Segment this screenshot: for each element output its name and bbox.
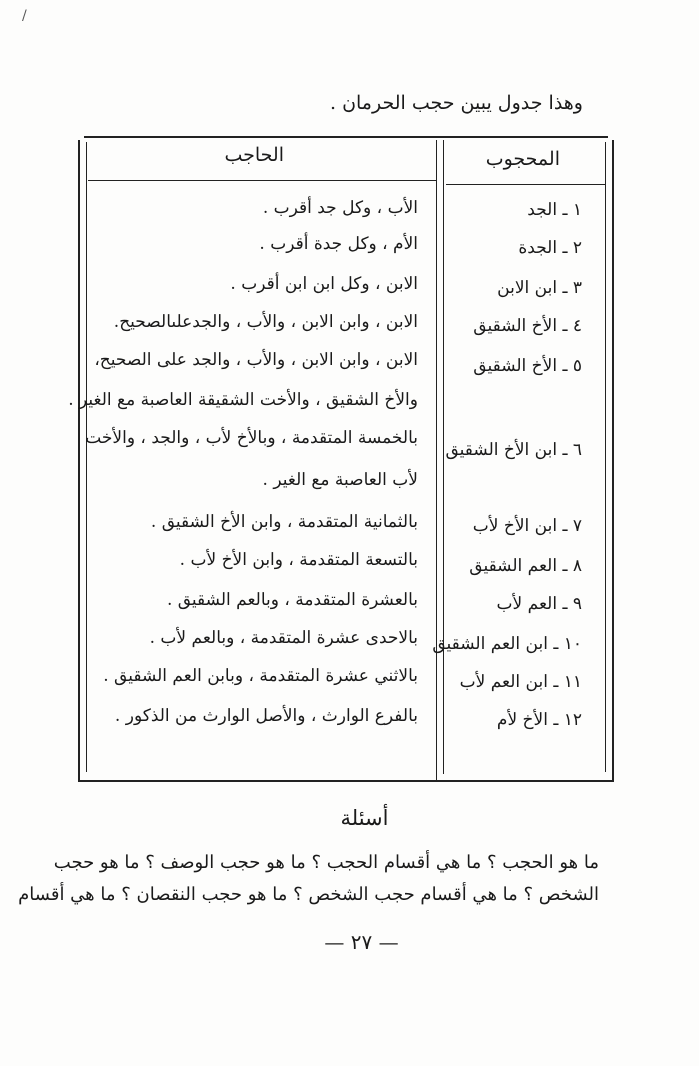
row-10-blocker: بالاحدى عشرة المتقدمة ، وبالعم لأب . xyxy=(149,628,418,648)
questions-line-1: ما هو الحجب ؟ ما هي أقسام الحجب ؟ ما هو حجب الوصف ؟ ما هو حجب xyxy=(53,852,599,873)
row-5-blocker-continued: والأخ الشقيق ، والأخت الشقيقة العاصبة مع الغير . xyxy=(68,390,418,410)
row-12-blocked: ١٢ ـ الأخ لأم xyxy=(496,710,582,730)
row-2-blocked: ٢ ـ الجدة xyxy=(518,238,582,258)
row-2-blocker: الأم ، وكل جدة أقرب . xyxy=(259,234,418,254)
column-divider xyxy=(436,140,437,782)
row-6-blocked: ٦ ـ ابن الأخ الشقيق xyxy=(445,440,582,460)
row-7-blocked: ٧ ـ ابن الأخ لأب xyxy=(472,516,582,536)
header-blocked: المحجوب xyxy=(485,148,560,170)
row-6-blocker-continued: لأب العاصبة مع الغير . xyxy=(262,470,418,490)
row-1-blocker: الأب ، وكل جد أقرب . xyxy=(262,198,418,218)
row-6-blocker: بالخمسة المتقدمة ، وبالأخ لأب ، والجد ، والأخت xyxy=(85,428,418,448)
row-9-blocker: بالعشرة المتقدمة ، وبالعم الشقيق . xyxy=(166,590,418,610)
row-7-blocker: بالثمانية المتقدمة ، وابن الأخ الشقيق . xyxy=(150,512,418,532)
table-right-inner-border xyxy=(605,142,606,772)
row-12-blocker: بالفرع الوارث ، والأصل الوارث من الذكور . xyxy=(114,706,418,726)
column-divider-inner xyxy=(443,140,444,774)
row-11-blocked: ١١ ـ ابن العم لأب xyxy=(459,672,582,692)
table-left-inner-border xyxy=(86,142,87,772)
questions-title: أسئلة xyxy=(340,806,389,830)
row-3-blocked: ٣ ـ ابن الابن xyxy=(497,278,582,298)
row-10-blocked: ١٠ ـ ابن العم الشقيق xyxy=(432,634,582,654)
row-4-blocker: الابن ، وابن الابن ، والأب ، والجدعلىالصحيح. xyxy=(113,312,418,332)
row-11-blocker: بالاثني عشرة المتقدمة ، وبابن العم الشقيق . xyxy=(103,666,418,686)
row-8-blocked: ٨ ـ العم الشقيق xyxy=(469,556,582,576)
page-number: — ٢٧ — xyxy=(324,930,399,954)
row-4-blocked: ٤ ـ الأخ الشقيق xyxy=(473,316,582,336)
header-underline-blocker xyxy=(88,180,436,181)
row-8-blocker: بالتسعة المتقدمة ، وابن الأخ لأب . xyxy=(179,550,418,570)
table-top-border xyxy=(84,136,608,138)
row-5-blocker: الابن ، وابن الابن ، والأب ، والجد على الصحيح، xyxy=(94,350,418,370)
row-3-blocker: الابن ، وكل ابن ابن أقرب . xyxy=(230,274,418,294)
intro-sentence: وهذا جدول يبين حجب الحرمان . xyxy=(329,92,583,114)
header-blocker: الحاجب xyxy=(224,144,284,166)
questions-line-2: الشخص ؟ ما هي أقسام حجب الشخص ؟ ما هو حجب النقصان ؟ ما هي أقسام xyxy=(18,884,599,905)
inheritance-blocking-table xyxy=(68,136,614,782)
corner-mark: / xyxy=(22,8,27,24)
table-left-border xyxy=(78,140,80,782)
table-bottom-border xyxy=(78,780,614,782)
row-5-blocked: ٥ ـ الأخ الشقيق xyxy=(473,356,582,376)
row-1-blocked: ١ ـ الجد xyxy=(527,200,582,220)
header-underline-blocked xyxy=(446,184,606,185)
table-right-border xyxy=(612,140,614,782)
row-9-blocked: ٩ ـ العم لأب xyxy=(496,594,582,614)
